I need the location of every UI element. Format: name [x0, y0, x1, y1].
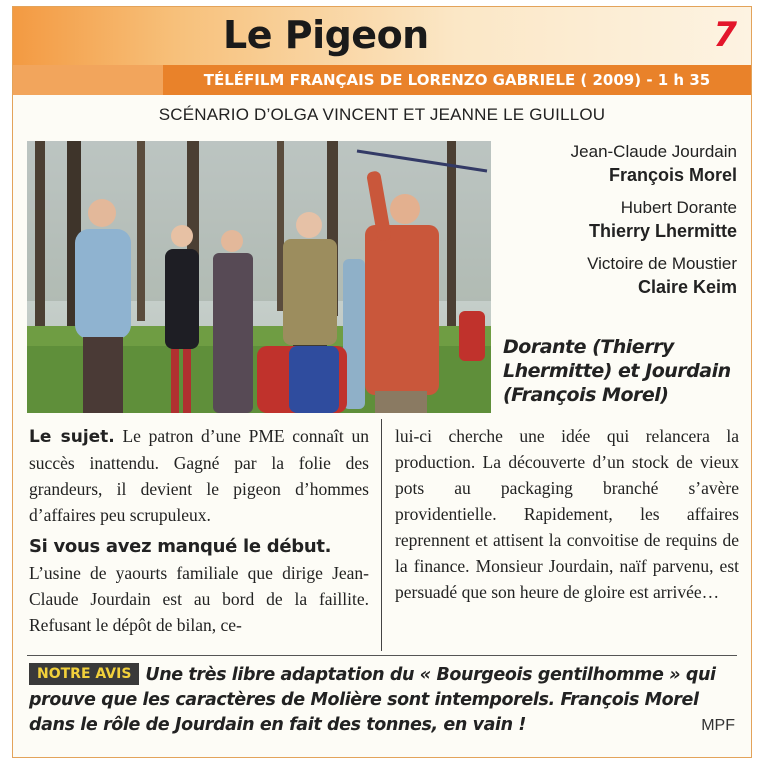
debut-label: Si vous avez manqué le début. [29, 536, 332, 557]
article-column-2 [395, 423, 739, 605]
section-divider [27, 655, 737, 656]
cast-list [499, 141, 737, 309]
cast-role: Victoire de Moustier [587, 254, 737, 273]
cast-role: Hubert Dorante [620, 198, 737, 217]
cast-actor: Claire Keim [637, 277, 737, 297]
avis-text: Une très libre adaptation du « Bourgeois gentilhomme » qui prouve que les caractères de Molière sont intemporels. François Morel dans le rôle de Jourdain en fait des tonnes, en vain ! [29, 665, 716, 735]
page-title: Le Pigeon [223, 13, 429, 57]
channel-logo: 7 [713, 15, 737, 55]
tv-listing-card [12, 6, 752, 758]
column-divider [381, 419, 382, 651]
cast-role: Jean-Claude Jourdain [570, 142, 737, 161]
avis-badge: NOTRE AVIS [29, 663, 139, 685]
film-still-photo [27, 141, 491, 413]
notre-avis [29, 663, 741, 738]
col1-text: L’usine de yaourts familiale que dirige Jean-Claude Jourdain est au bord de la faillite. Refusant le dépôt de bilan, ce- [29, 563, 369, 635]
col2-text: lui-ci cherche une idée qui relancera la production. La découverte d’un stock de vieux pots au packaging branché s’avère providentielle. Rapidement, les affaires reprennent et attisent la convoitise de requins de la finance. Monsieur Jourdain, naïf parvenu, est persuadé que son heure de gloire est arrivée… [395, 426, 739, 602]
sujet-label: Le sujet. [29, 427, 115, 447]
film-info: TÉLÉFILM FRANÇAIS DE LORENZO GABRIELE ( 2009) - 1 h 35 [163, 65, 751, 95]
title-bar [13, 7, 751, 65]
cast-actor: Thierry Lhermitte [588, 221, 737, 241]
author-signature: MPF [701, 717, 735, 734]
subtitle-bar-left [13, 65, 163, 95]
scenario-credit: SCÉNARIO D’OLGA VINCENT ET JEANNE LE GUILLOU [158, 105, 606, 124]
film-still-illustration [27, 141, 491, 413]
cast-actor: François Morel [608, 165, 737, 185]
article-column-1 [29, 423, 369, 638]
photo-caption: Dorante (Thierry Lhermitte) et Jourdain (François Morel) [503, 336, 731, 406]
sujet-text: Le patron d’une PME connaît un succès inattendu. Gagné par la folie des grandeurs, il devient le pigeon d’hommes d’affaires peu scrupuleux. [29, 426, 369, 525]
